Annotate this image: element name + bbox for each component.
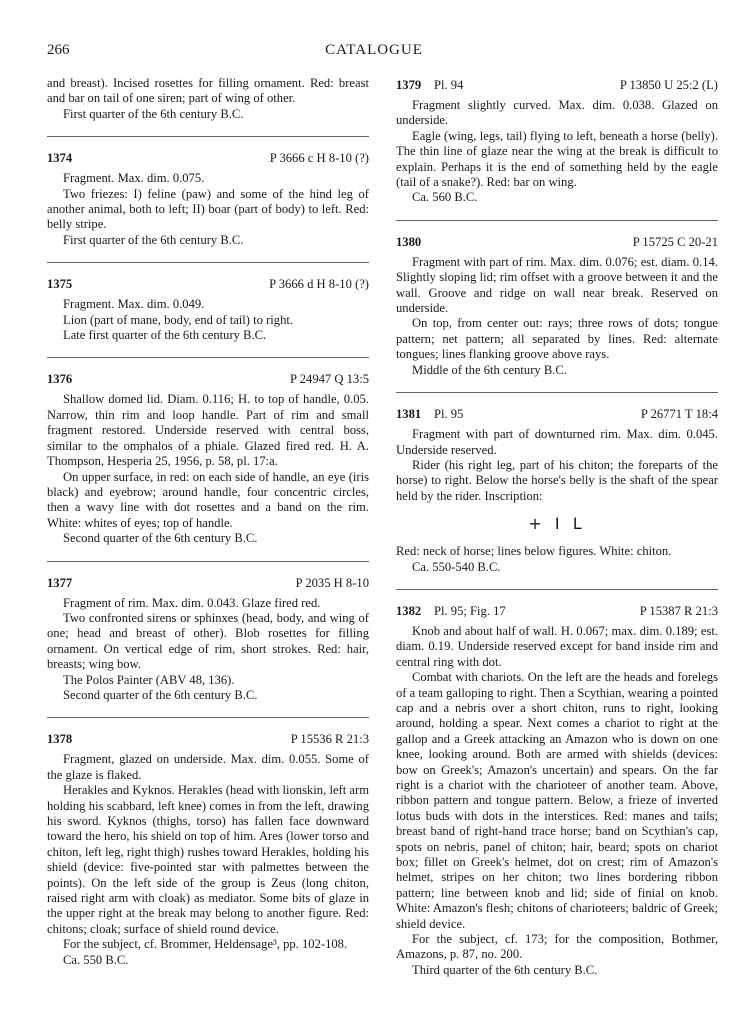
entry-text: On top, from center out: rays; three rows of dots; tongue pattern; net pattern; all separated by lines. Red: alternate tongues; lines flanking groove above rays. [396, 316, 718, 362]
entry-text: Shallow domed lid. Diam. 0.116; H. to top of handle, 0.05. Narrow, thin rim and loop handle. Part of rim and small fragment restored. Underside reserved with central boss, similar to the omphalos of a phiale. Glazed fired red. H. A. Thompson, Hesperia 25, 1956, p. 58, pl. 17:a. [47, 392, 369, 469]
entry-date: Ca. 550 B.C. [63, 952, 129, 967]
entry-number: 1374 [47, 151, 73, 166]
divider [396, 392, 718, 393]
entry-date: Third quarter of the 6th century B.C. [412, 962, 598, 977]
entry-date: First quarter of the 6th century B.C. [63, 232, 244, 247]
entry-1376-header [47, 370, 369, 388]
entry-text: Two friezes: I) feline (paw) and some of the hind leg of another animal, both to left; II) boar (part of body) to left. Red: belly stripe. [47, 186, 369, 232]
entry-number: 1379 [396, 78, 422, 92]
entry-text: For the subject, cf. Brommer, Heldensage³, pp. 102-108. [63, 937, 348, 952]
entry-text: Fragment. Max. dim. 0.049. [63, 297, 205, 312]
divider [47, 262, 369, 263]
divider [396, 220, 718, 221]
entry-text: Eagle (wing, legs, tail) flying to left, beneath a horse (belly). The thin line of glaze near the wing at the break is difficult to explain. Perhaps it is the end of something held by the eagle (tail of a snake?). Red: bar on wing. [396, 128, 718, 190]
entry-text: Rider (his right leg, part of his chiton; the foreparts of the horse) to right. Below the horse's belly is the shaft of the spear held by the rider. Inscription: [396, 457, 718, 503]
divider [47, 357, 369, 358]
inventory-ref: P 3666 d H 8-10 (?) [269, 277, 369, 292]
entry-number: 1382 [396, 603, 422, 618]
page-number: 266 [47, 42, 70, 58]
entry-text: Red: neck of horse; lines below figures. White: chiton. [396, 544, 672, 559]
entry-1374-header [47, 149, 369, 167]
entry-date: Ca. 550-540 B.C. [412, 559, 501, 574]
entry-1379-header [396, 76, 718, 94]
entry-1375-header [47, 275, 369, 293]
divider [47, 717, 369, 718]
entry-text: Two confronted sirens or sphinxes (head, body, and wing of one; head and breast of other). Blob rosettes for filling ornament. On vertical edge of rim, short strokes. Red: hair, breasts; wing bow. [47, 610, 369, 672]
plate-ref: Pl. 94 [434, 78, 464, 92]
inscription: + I L [528, 514, 586, 534]
entry-date: Late first quarter of the 6th century B.C. [63, 328, 267, 343]
entry-1378-header [47, 730, 369, 748]
running-head: CATALOGUE [325, 42, 423, 58]
entry-date: Middle of the 6th century B.C. [412, 362, 567, 377]
entry-text: On upper surface, in red: on each side of handle, an eye (iris black) and eyebrow; around handle, four concentric circles, then a wavy line with dot rosettes and a band on the rim. White: whites of eyes; top of handle. [47, 469, 369, 530]
inventory-ref: P 13850 U 25:2 (L) [619, 78, 718, 92]
entry-number: 1378 [47, 732, 73, 747]
right-column [396, 76, 718, 978]
entry-text: Herakles and Kyknos. Herakles (head with lionskin, left arm holding his scabbard, left knee) comes in from the left, drawing his sword. Kyknos (thighs, torso) has fallen face downward toward the hero, his shield on top of him. Ares (lower torso and chiton, left leg, right thigh) rushes toward Herakles, holding his shield (device: five-pointed star with palmettes between the points). On the left side of the group is Zeus (long chiton, raised right arm with cloak) as mediator. Some bits of glaze in the upper right at the break may belong to another figure. Red: chitons; cloak; surface of shield round device. [47, 783, 369, 936]
plate-ref: Pl. 95 [434, 407, 464, 422]
intro-text: and breast). Incised rosettes for filling ornament. Red: breast and bar on tail of one siren; part of wing of other. [47, 76, 369, 106]
entry-1380-header [396, 233, 718, 251]
intro-date: First quarter of the 6th century B.C. [63, 106, 244, 121]
divider [396, 589, 718, 590]
inventory-ref: P 15387 R 21:3 [639, 603, 718, 618]
entry-text: Fragment slightly curved. Max. dim. 0.038. Glazed on underside. [396, 98, 718, 128]
inventory-ref: P 15725 C 20-21 [632, 234, 718, 249]
entry-text: Fragment. Max. dim. 0.075. [63, 171, 205, 186]
entry-text: Fragment with part of downturned rim. Max. dim. 0.045. Underside reserved. [396, 427, 718, 457]
entry-text: Combat with chariots. On the left are the heads and forelegs of a team galloping to right. Then a Scythian, wearing a pointed cap and a nebris over a short chiton, runs to right, looking around, holding a spear. Next comes a chariot to right at the gallop and a Greek attacking an Amazon who is down on one knee, looking around. Both are armed with shields (devices: bow on Greek's; Amazon's uncertain) and spears. On the far right is a chariot with the charioteer of another team. Above, ribbon pattern and tongue pattern. Below, a frieze of inverted lotus buds with dots in the interstices. Red: manes and tails; breast band of right-hand trace horse; band on Scythian's cap, spots on nebris, panel of chiton; hair, beard; spots on chariot box; fillet on Greek's helmet, dot on crest; rim of Amazon's helmet, stripes on her chiton; two lines bordering ribbon pattern; line between knob and lid; side of finial on knob. White: Amazon's flesh; chitons of charioteers; baldric of Greek; shield device. [396, 670, 718, 931]
inventory-ref: P 3666 c H 8-10 (?) [269, 151, 369, 166]
entry-number: 1381 [396, 407, 422, 422]
inventory-ref: P 2035 H 8-10 [295, 575, 369, 590]
inventory-ref: P 15536 R 21:3 [290, 732, 369, 747]
entry-number: 1380 [396, 234, 422, 249]
entry-date: Ca. 560 B.C. [412, 190, 478, 205]
entry-text: Fragment with part of rim. Max. dim. 0.076; est. diam. 0.14. Slightly sloping lid; rim offset with a groove between it and the wall. Groove and ridge on wall near break. Reserved on underside. [396, 254, 718, 316]
plate-ref: Pl. 95; Fig. 17 [434, 603, 506, 618]
entry-1377-header [47, 574, 369, 592]
entry-text: Lion (part of mane, body, end of tail) to right. [63, 312, 294, 327]
entry-1382-header [396, 602, 718, 620]
entry-text: Fragment of rim. Max. dim. 0.043. Glaze fired red. [63, 595, 321, 610]
entry-number: 1377 [47, 575, 73, 590]
entry-date: Second quarter of the 6th century B.C. [63, 687, 258, 702]
entry-text: The Polos Painter (ABV 48, 136). [63, 672, 235, 687]
divider [47, 136, 369, 137]
entry-text: Knob and about half of wall. H. 0.067; max. dim. 0.189; est. diam. 0.19. Underside reserved except for band inside rim and central ring with dot. [396, 623, 718, 669]
entry-number: 1375 [47, 277, 73, 292]
entry-1381-header [396, 405, 718, 423]
entry-number: 1376 [47, 372, 73, 387]
left-column [47, 76, 369, 968]
divider [47, 561, 369, 562]
inventory-ref: P 24947 Q 13:5 [290, 372, 369, 387]
entry-text: Fragment, glazed on underside. Max. dim. 0.055. Some of the glaze is flaked. [47, 752, 369, 782]
inventory-ref: P 26771 T 18:4 [640, 407, 718, 422]
entry-date: Second quarter of the 6th century B.C. [63, 531, 258, 546]
entry-text: For the subject, cf. 173; for the composition, Bothmer, Amazons, p. 87, no. 200. [396, 932, 718, 962]
